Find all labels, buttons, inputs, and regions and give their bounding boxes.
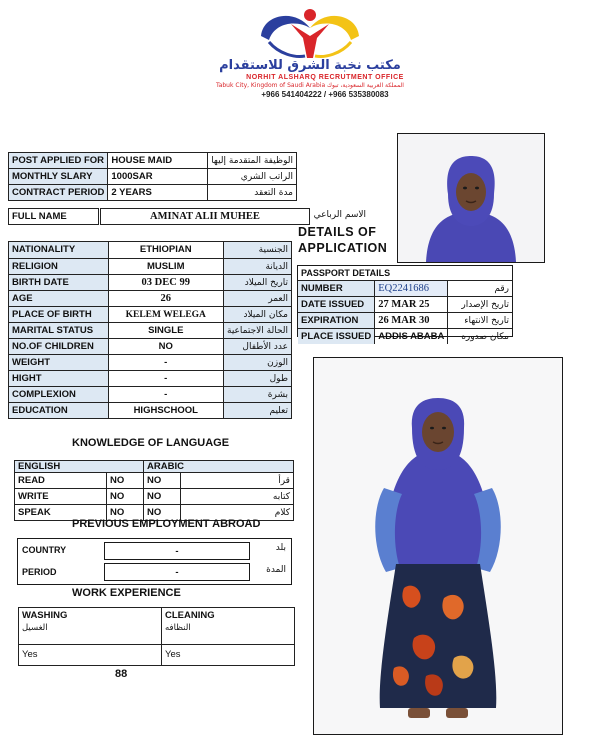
passport-row — [298, 313, 512, 329]
passport-ar: رقم — [448, 281, 512, 297]
personal-label: RELIGION — [9, 259, 109, 275]
language-label: SPEAK — [15, 505, 107, 521]
personal-label: HIGHT — [9, 371, 109, 387]
job-table — [8, 152, 297, 201]
salary-value: 1000SAR — [108, 169, 208, 185]
passport-title: PASSPORT DETAILS — [301, 268, 391, 278]
personal-table — [8, 241, 292, 419]
passport-label: PLACE ISSUED — [298, 329, 375, 345]
language-table — [14, 460, 294, 521]
post-value: HOUSE MAID — [108, 153, 208, 169]
personal-ar: تاريخ الميلاد — [224, 275, 292, 291]
work-ar: النظافه — [165, 623, 191, 633]
passport-row — [298, 281, 512, 297]
country-label: COUNTRY — [22, 545, 67, 555]
passport-ar: مكان صدوره — [448, 329, 512, 345]
personal-row — [9, 275, 292, 291]
personal-row — [9, 403, 292, 419]
arabic-header: ARABIC — [144, 461, 294, 473]
personal-ar: طول — [224, 371, 292, 387]
work-value: Yes — [19, 645, 162, 666]
post-label: POST APPLIED FOR — [9, 153, 108, 169]
arabic-level: NO — [144, 473, 181, 489]
full-name-ar: الاسم الرباعي — [313, 210, 366, 220]
contract-row — [9, 185, 297, 201]
company-name-ar: مكتب نخبة الشرق للاستقدام — [219, 58, 401, 73]
personal-ar: بشرة — [224, 387, 292, 403]
personal-row — [9, 307, 292, 323]
contract-value: 2 YEARS — [108, 185, 208, 201]
work-table — [18, 607, 295, 666]
personal-ar: العمر — [224, 291, 292, 307]
work-item-washing — [19, 608, 162, 645]
work-item-cleaning — [162, 608, 295, 645]
period-value: - — [104, 563, 250, 581]
employment-title: PREVIOUS EMPLOYMENT ABROAD — [72, 518, 261, 530]
passport-number: EQ2241686 — [375, 281, 448, 297]
personal-row — [9, 259, 292, 275]
personal-value: 03 DEC 99 — [108, 275, 223, 291]
personal-value: - — [108, 371, 223, 387]
english-header: ENGLISH — [15, 461, 144, 473]
personal-value: ETHIOPIAN — [108, 242, 223, 259]
arabic-level: NO — [144, 489, 181, 505]
personal-value: SINGLE — [108, 323, 223, 339]
personal-value: - — [108, 387, 223, 403]
full-body-photo — [313, 357, 563, 735]
work-label: WASHING — [22, 610, 68, 621]
personal-label: BIRTH DATE — [9, 275, 109, 291]
language-row — [15, 473, 294, 489]
salary-ar: الراتب الشري — [208, 169, 297, 185]
post-ar: الوظيفة المتقدمة إليها — [208, 153, 297, 169]
work-ar: الغسيل — [22, 623, 48, 633]
personal-value: KELEM WELEGA — [108, 307, 223, 323]
company-name-en: NORHIT ALSHARQ RECRUTMENT OFFICE — [246, 74, 404, 81]
personal-row — [9, 323, 292, 339]
arabic-level: NO — [144, 505, 181, 521]
page-number: 88 — [115, 668, 128, 680]
personal-ar: الحالة الاجتماعية — [224, 323, 292, 339]
personal-label: MARITAL STATUS — [9, 323, 109, 339]
language-ar: قرأ — [181, 473, 294, 489]
language-title: KNOWLEDGE OF LANGUAGE — [72, 437, 230, 449]
country-value: - — [104, 542, 250, 560]
portrait-photo — [397, 133, 545, 263]
passport-label: DATE ISSUED — [298, 297, 375, 313]
work-label: CLEANING — [165, 610, 215, 621]
passport-value: 26 MAR 30 — [375, 313, 448, 329]
work-header-row — [19, 608, 295, 645]
work-value: Yes — [162, 645, 295, 666]
personal-value: MUSLIM — [108, 259, 223, 275]
passport-row — [298, 297, 512, 313]
personal-ar: الديانة — [224, 259, 292, 275]
work-title: WORK EXPERIENCE — [72, 587, 181, 599]
salary-label: MONTHLY SLARY — [9, 169, 108, 185]
passport-value: ADDIS ABABA — [375, 329, 448, 345]
personal-value: - — [108, 355, 223, 371]
language-row — [15, 489, 294, 505]
language-header-row — [15, 461, 294, 473]
personal-ar: عدد الأطفال — [224, 339, 292, 355]
personal-value: NO — [108, 339, 223, 355]
personal-ar: الجنسية — [224, 242, 292, 259]
personal-value: HIGHSCHOOL — [108, 403, 223, 419]
company-logo — [255, 6, 365, 62]
personal-row — [9, 242, 292, 259]
passport-table — [298, 280, 512, 344]
passport-value: 27 MAR 25 — [375, 297, 448, 313]
english-level: NO — [107, 489, 144, 505]
personal-label: EDUCATION — [9, 403, 109, 419]
passport-ar: تاريخ الإصدار — [448, 297, 512, 313]
period-ar: المدة — [266, 565, 286, 575]
personal-ar: الوزن — [224, 355, 292, 371]
language-ar: كتابه — [181, 489, 294, 505]
work-value-row — [19, 645, 295, 666]
full-name-label: FULL NAME — [8, 208, 99, 225]
personal-ar: تعليم — [224, 403, 292, 419]
language-label: READ — [15, 473, 107, 489]
company-address: Tabuk City, Kingdom of Saudi Arabia المملكة العربية السعودية، تبوك — [216, 82, 404, 89]
english-level: NO — [107, 505, 144, 521]
company-phones: +966 541404222 / +966 535380083 — [261, 90, 389, 99]
personal-label: NATIONALITY — [9, 242, 109, 259]
passport-row — [298, 329, 512, 345]
personal-label: PLACE OF BIRTH — [9, 307, 109, 323]
salary-row — [9, 169, 297, 185]
language-ar: كلام — [181, 505, 294, 521]
country-ar: بلد — [275, 543, 286, 553]
english-level: NO — [107, 473, 144, 489]
personal-label: AGE — [9, 291, 109, 307]
full-name-value: AMINAT ALII MUHEE — [100, 208, 310, 225]
personal-ar: مكان الميلاد — [224, 307, 292, 323]
language-label: WRITE — [15, 489, 107, 505]
personal-row — [9, 339, 292, 355]
period-label: PERIOD — [22, 567, 57, 577]
passport-label: EXPIRATION — [298, 313, 375, 329]
passport-box — [297, 265, 513, 342]
personal-row — [9, 371, 292, 387]
personal-row — [9, 355, 292, 371]
personal-row — [9, 387, 292, 403]
employment-box — [17, 538, 292, 585]
contract-ar: مدة التعقد — [208, 185, 297, 201]
personal-label: COMPLEXION — [9, 387, 109, 403]
personal-row — [9, 291, 292, 307]
passport-label: NUMBER — [298, 281, 375, 297]
personal-label: NO.OF CHILDREN — [9, 339, 109, 355]
personal-label: WEIGHT — [9, 355, 109, 371]
passport-ar: تاريخ الانتهاء — [448, 313, 512, 329]
personal-value: 26 — [108, 291, 223, 307]
details-title: DETAILS OF APPLICATION — [298, 225, 388, 255]
contract-label: CONTRACT PERIOD — [9, 185, 108, 201]
post-row — [9, 153, 297, 169]
